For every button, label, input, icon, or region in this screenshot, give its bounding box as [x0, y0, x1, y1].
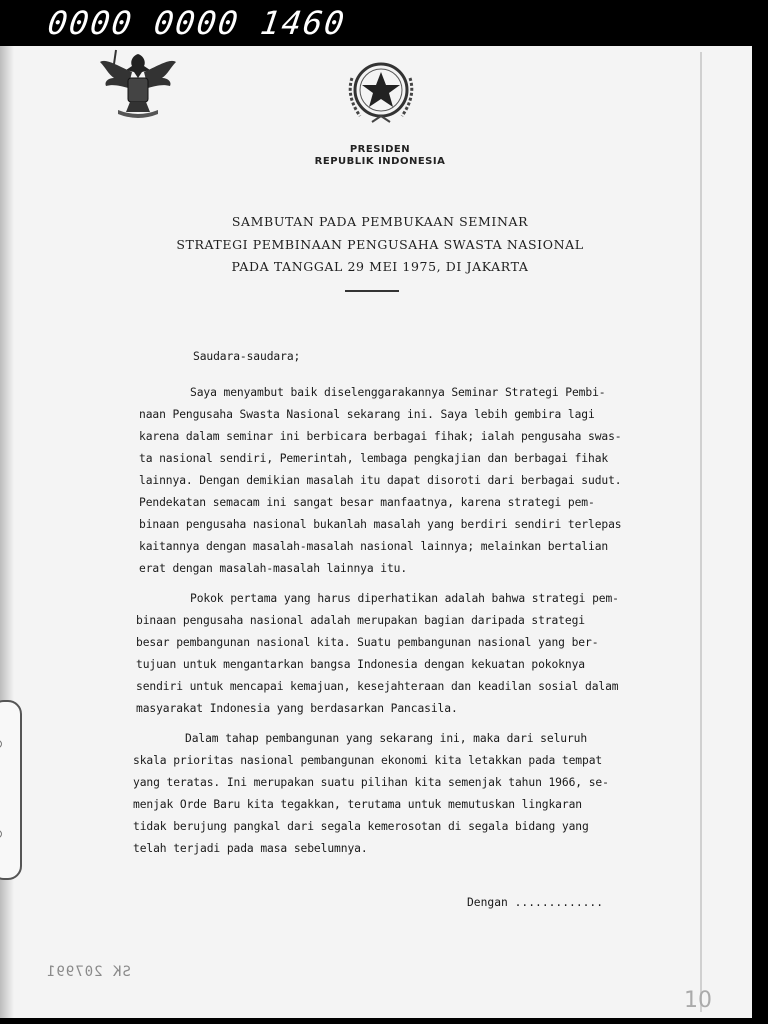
document-page [0, 46, 752, 1018]
header-presiden: PRESIDEN [349, 144, 411, 155]
paragraph-line: naan Pengusaha Swasta Nasional sekarang ini. Saya lebih gembira lagi [139, 408, 595, 421]
paragraph-line: binaan pengusaha nasional bukanlah masalah yang berdiri sendiri terlepas [139, 518, 622, 531]
title-underline [345, 290, 399, 292]
paragraph-line: besar pembangunan nasional kita. Suatu pembangunan nasional yang ber- [136, 636, 599, 649]
paragraph-line: tujuan untuk mengantarkan bangsa Indonesia dengan kekuatan pokoknya [136, 658, 585, 671]
garuda-emblem-icon [96, 44, 180, 120]
document-title-line: SAMBUTAN PADA PEMBUKAAN SEMINAR [231, 214, 529, 229]
document-title-line: STRATEGI PEMBINAAN PENGUSAHA SWASTA NASIONAL [176, 237, 584, 252]
continuation-signoff: Dengan ............. [467, 896, 604, 909]
paragraph-line: telah terjadi pada masa sebelumnya. [133, 842, 368, 855]
film-strip-right [752, 46, 768, 1018]
paragraph-line: ta nasional sendiri, Pemerintah, lembaga pengkajian dan berbagai fihak [139, 452, 609, 465]
paragraph-line: Pendekatan semacam ini sangat besar manfaatnya, karena strategi pem- [139, 496, 595, 509]
frame-counter: 0000 0000 1460 [45, 4, 349, 42]
document-title-line: PADA TANGGAL 29 MEI 1975, DI JAKARTA [231, 259, 529, 274]
page-edge [700, 52, 702, 1012]
film-strip-bottom [0, 1018, 768, 1024]
paragraph-line: Saya menyambut baik diselenggarakannya Seminar Strategi Pembi- [190, 386, 606, 399]
paragraph-line: binaan pengusaha nasional adalah merupakan bagian daripada strategi [136, 614, 585, 627]
binder-hole [0, 830, 2, 838]
paragraph-line: tidak berujung pangkal dari segala kemerosotan di segala bidang yang [133, 820, 589, 833]
film-strip-top [0, 0, 768, 46]
paragraph-line: kaitannya dengan masalah-masalah nasional lainnya; melainkan bertalian [139, 540, 609, 553]
paragraph-line: Pokok pertama yang harus diperhatikan adalah bahwa strategi pem- [190, 592, 619, 605]
archive-code: SK 207991 [46, 964, 131, 980]
paragraph-line: sendiri untuk mencapai kemajuan, kesejahteraan dan keadilan sosial dalam [136, 680, 619, 693]
presidential-star-seal-icon [336, 50, 426, 134]
paragraph-line: masyarakat Indonesia yang berdasarkan Pancasila. [136, 702, 458, 715]
salutation: Saudara-saudara; [193, 350, 301, 363]
paragraph-line: erat dengan masalah-masalah lainnya itu. [139, 562, 408, 575]
paragraph-line: karena dalam seminar ini berbicara berbagai fihak; ialah pengusaha swas- [139, 430, 622, 443]
header-republik-indonesia: REPUBLIK INDONESIA [314, 156, 446, 167]
paragraph-line: Dalam tahap pembangunan yang sekarang ini, maka dari seluruh [185, 732, 588, 745]
paragraph-line: yang teratas. Ini merupakan suatu pilihan kita semenjak tahun 1966, se- [133, 776, 609, 789]
paragraph-line: lainnya. Dengan demikian masalah itu dapat disoroti dari berbagai sudut. [139, 474, 622, 487]
page-mark: 10 [684, 988, 712, 1013]
binder-clip [0, 700, 22, 880]
binder-hole [0, 740, 2, 748]
paragraph-line: skala prioritas nasional pembangunan ekonomi kita letakkan pada tempat [133, 754, 603, 767]
paragraph-line: menjak Orde Baru kita tegakkan, terutama untuk memutuskan lingkaran [133, 798, 582, 811]
